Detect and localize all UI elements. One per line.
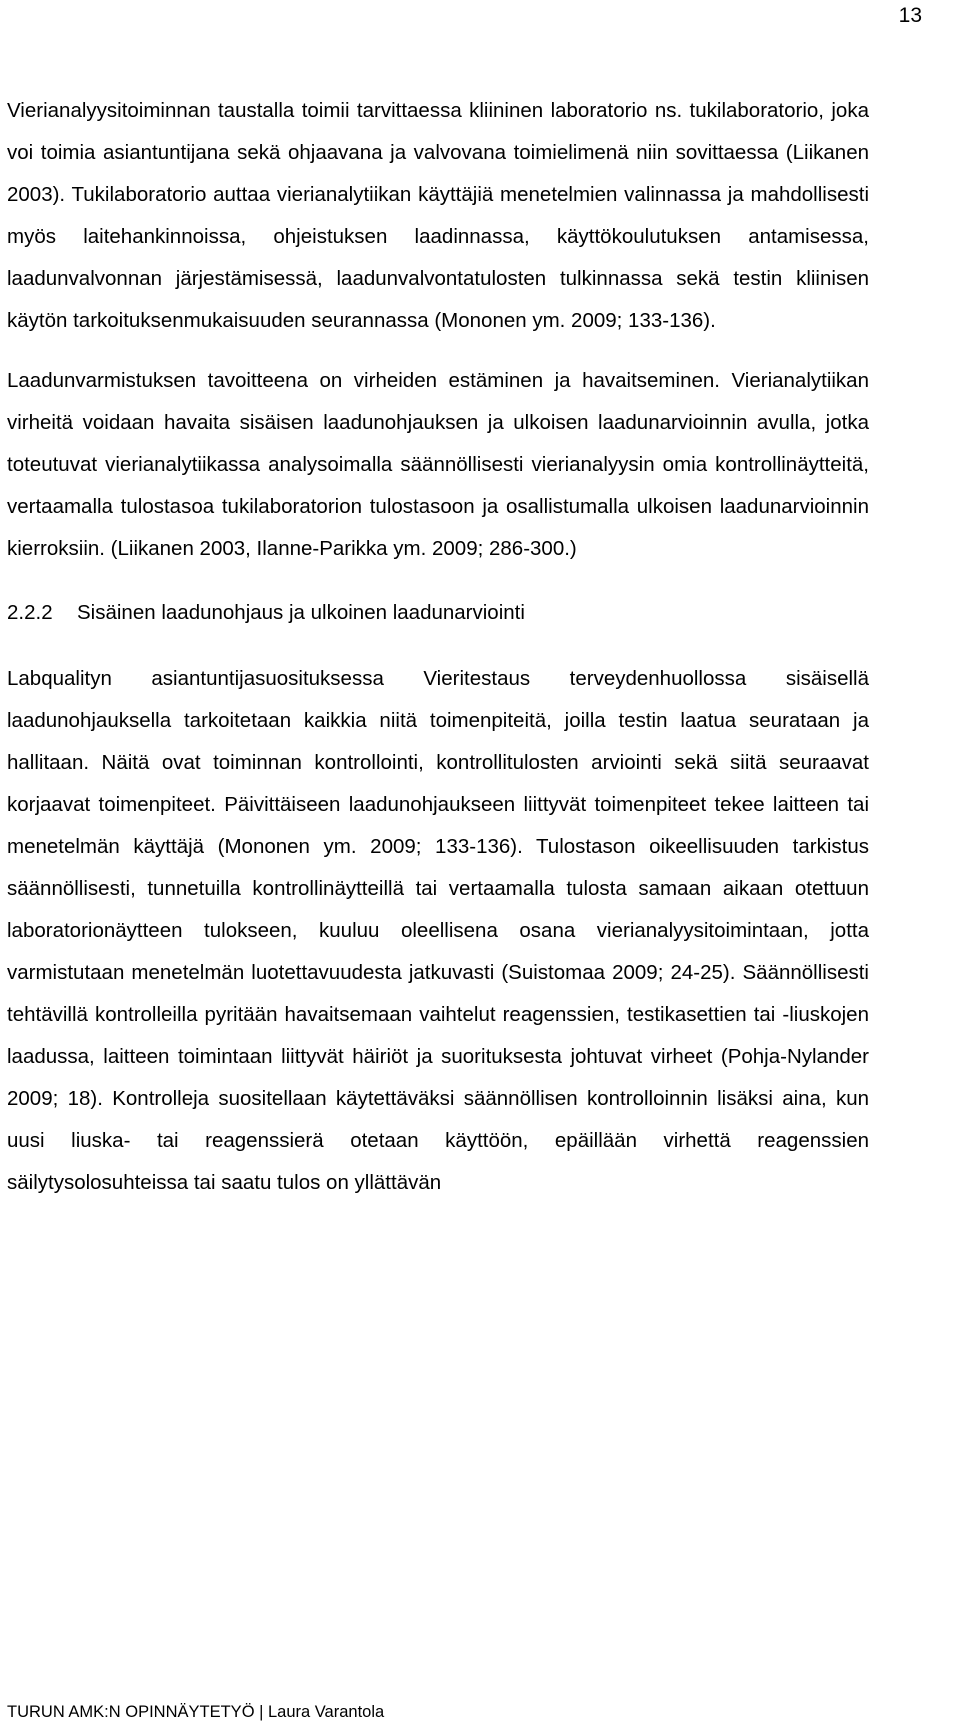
paragraph-sisainen-laadunohjaus: Labqualityn asiantuntijasuosituksessa Vieritestaus terveydenhuollossa sisäisellä laadunohjauksella tarkoitetaan kaikkia niitä toimenpiteitä, joilla testin laatua seurataan ja hallitaan. Näitä ovat toiminnan kontrollointi, kontrollitulosten arviointi sekä siitä seuraavat korjaavat toimenpiteet. Päivittäiseen laadunohjaukseen liittyvät toimenpiteet tekee laitteen tai menetelmän käyttäjä (Mononen ym. 2009; 133-136). Tulostason oikeellisuuden tarkistus säännöllisesti, tunnetuilla kontrollinäytteillä tai vertaamalla tulosta samaan aikaan otettuun laboratorionäytteen tulokseen, kuuluu oleellisena osana vierianalyysitoimintaan, jotta varmistutaan menetelmän luotettavuudesta jatkuvasti (Suistomaa 2009; 24-25). Säännöllisesti tehtävillä kontrolleilla pyritään havaitsemaan vaihtelut reagenssien, testikasettien tai -liuskojen laadussa, laitteen toimintaan liittyvät häiriöt ja suorituksesta johtuvat virheet (Pohja-Nylander 2009; 18). Kontrolleja suositellaan käytettäväksi säännöllisen kontrolloinnin lisäksi aina, kun uusi liuska- tai reagenssierä otetaan käyttöön, epäillään virhettä reagenssien säilytysolosuhteissa tai saatu tulos on yllättävän (7, 667, 869, 1194)
document-body (7, 90, 869, 1204)
section-title: Sisäinen laadunohjaus ja ulkoinen laadunarviointi (77, 601, 525, 624)
page-footer: TURUN AMK:N OPINNÄYTETYÖ | Laura Varantola (7, 1703, 385, 1721)
paragraph-tukilaboratorio: Vierianalyysitoiminnan taustalla toimii tarvittaessa kliininen laboratorio ns. tukilaboratorio, joka voi toimia asiantuntijana sekä ohjaavana ja valvovana toimielimenä niin sovittaessa (Liikanen 2003). Tukilaboratorio auttaa vierianalytiikan käyttäjiä menetelmien valinnassa ja mahdollisesti myös laitehankinnoissa, ohjeistuksen laadinnassa, käyttökoulutuksen antamisessa, laadunvalvonnan järjestämisessä, laadunvalvontatulosten tulkinnassa sekä testin kliinisen käytön tarkoituksenmukaisuuden seurannassa (Mononen ym. 2009; 133-136). (7, 99, 869, 332)
paragraph-laadunvarmistus: Laadunvarmistuksen tavoitteena on virheiden estäminen ja havaitseminen. Vierianalytiikan virheitä voidaan havaita sisäisen laadunohjauksen ja ulkoisen laadunarvioinnin avulla, jotka toteutuvat vierianalytiikassa analysoimalla säännöllisesti vierianalyysin omia kontrollinäytteitä, vertaamalla tulostasoa tukilaboratorion tulostasoon ja osallistumalla ulkoisen laadunarvioinnin kierroksiin. (Liikanen 2003, Ilanne-Parikka ym. 2009; 286-300.) (7, 369, 869, 560)
section-number: 2.2.2 (7, 601, 53, 624)
section-heading (7, 592, 869, 634)
page-number: 13 (898, 4, 922, 27)
